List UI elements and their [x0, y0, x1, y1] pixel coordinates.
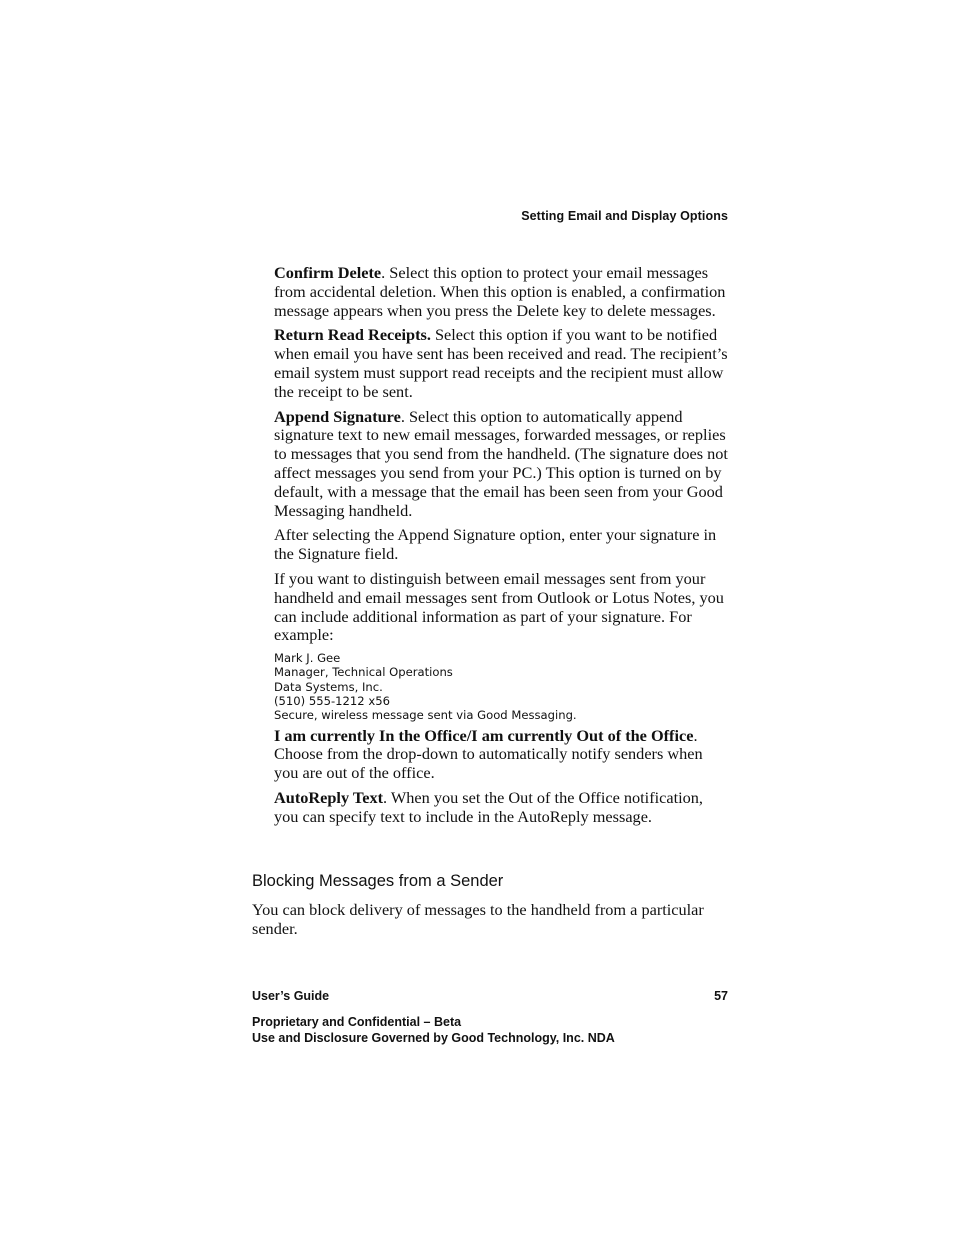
page-number: 57: [714, 989, 728, 1003]
signature-line: (510) 555-1212 x56: [274, 694, 390, 709]
option-description: When you set the Out of the Office notification, you can specify text to include in the AutoReply message.: [274, 788, 703, 826]
section-heading: Blocking Messages from a Sender: [252, 872, 504, 890]
option-return-read-receipts: [274, 326, 730, 401]
option-term-suffix: .: [381, 263, 386, 282]
option-term: Return Read Receipts.: [274, 325, 431, 345]
option-term-suffix: .: [383, 788, 388, 808]
option-term-suffix: .: [400, 406, 405, 426]
paragraph-distinguish: If you want to distinguish between email messages sent from your handheld and email messages sent from Outlook or Lotus Notes, you can include additional information as part of your signature. For example:: [274, 568, 724, 645]
signature-line: Secure, wireless message sent via Good Messaging.: [274, 708, 577, 723]
signature-line: Manager, Technical Operations: [274, 665, 453, 680]
option-autoreply-text: [274, 789, 730, 827]
option-term: AutoReply Text: [274, 788, 384, 808]
main-body: [274, 264, 730, 833]
signature-example: [274, 651, 730, 722]
option-term: Append Signature: [274, 406, 401, 426]
option-term: Confirm Delete: [274, 263, 382, 282]
option-description: Select this option to automatically append signature text to new email messages, forwarded messages, or replies to messages that you send from the handheld. (The signature does not affect messages you send from your PC.) This option is turned on by default, with a message that the email has been seen from your Good Messaging handheld.: [274, 406, 728, 520]
running-header: Setting Email and Display Options: [521, 209, 728, 223]
footer-guide-title: User’s Guide: [252, 989, 330, 1003]
option-description: Select this option to protect your email messages from accidental deletion. When this option is enabled, a confirmation message appears when you press the Delete key to delete messages.: [274, 263, 726, 320]
option-confirm-delete: [274, 264, 730, 320]
option-term: I am currently In the Office/I am currently Out of the Office: [274, 725, 694, 745]
footer-nda: Use and Disclosure Governed by Good Technology, Inc. NDA: [252, 1031, 615, 1045]
footer-confidential: Proprietary and Confidential – Beta: [252, 1015, 462, 1029]
paragraph-after-selecting: After selecting the Append Signature option, enter your signature in the Signature field.: [274, 525, 717, 564]
signature-line: Data Systems, Inc.: [274, 679, 383, 694]
option-description: Choose from the drop-down to automatically notify senders when you are out of the office.: [274, 744, 703, 783]
option-append-signature: [274, 408, 730, 521]
option-office-status: [274, 727, 730, 783]
option-description: Select this option if you want to be notified when email you have sent has been received and read. The recipient’s email system must support read receipts and the recipient must allow the receipt to be sent.: [274, 325, 728, 401]
option-term-suffix: .: [693, 725, 698, 745]
signature-line: Mark J. Gee: [274, 651, 341, 666]
section-body: You can block delivery of messages to the handheld from a particular sender.: [252, 900, 704, 938]
